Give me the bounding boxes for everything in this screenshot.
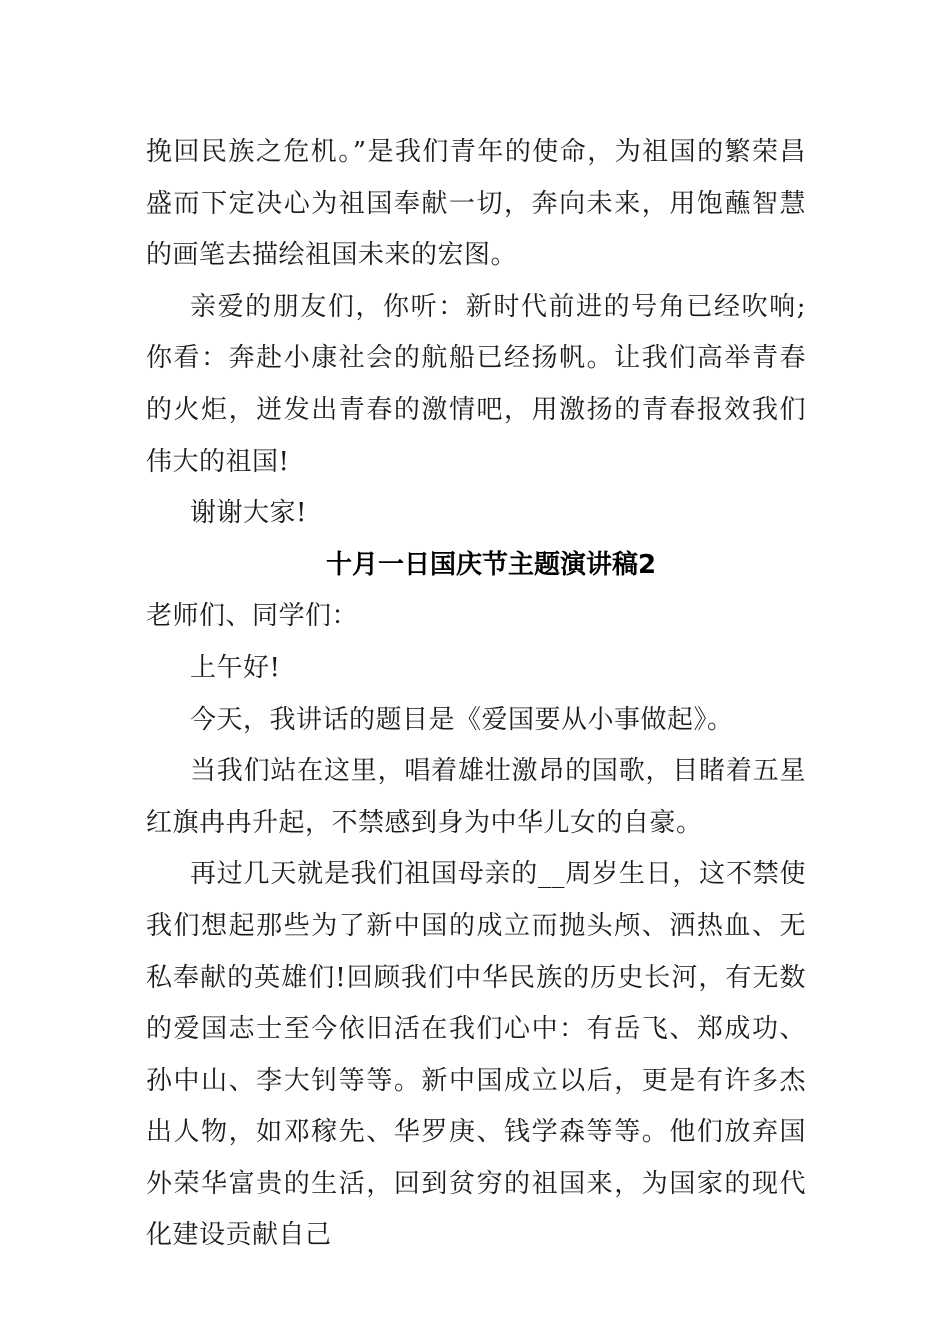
salutation: 老师们、同学们： xyxy=(146,601,359,632)
document-body xyxy=(146,127,806,1262)
paragraph-continuation: 挽回民族之危机。”是我们青年的使命，为祖国的繁荣昌盛而下定决心为祖国奉献一切，奔向未来，用饱蘸智慧的画笔去描绘祖国未来的宏图。 xyxy=(146,137,806,271)
paragraph-topic: 今天，我讲话的题目是《爱国要从小事做起》。 xyxy=(190,704,734,735)
paragraph-thanks: 谢谢大家! xyxy=(190,498,307,529)
section-heading: 十月一日国庆节主题演讲稿2 xyxy=(325,549,657,580)
paragraph-anthem: 当我们站在这里，唱着雄壮激昂的国歌，目睹着五星红旗冉冉升起，不禁感到身为中华儿女的自豪。 xyxy=(146,756,806,838)
paragraph-friends: 亲爱的朋友们，你听：新时代前进的号角已经吹响;你看：奔赴小康社会的航船已经扬帆。让我们高举青春的火炬，迸发出青春的激情吧，用激扬的青春报效我们伟大的祖国! xyxy=(146,291,806,477)
paragraph-greeting: 上午好! xyxy=(190,652,281,683)
paragraph-history: 再过几天就是我们祖国母亲的__周岁生日，这不禁使我们想起那些为了新中国的成立而抛头颅、洒热血、无私奉献的英雄们!回顾我们中华民族的历史长河，有无数的爱国志士至今依旧活在我们心中：有岳飞、郑成功、孙中山、李大钊等等。新中国成立以后，更是有许多杰出人物，如邓稼先、华罗庚、钱学森等等。他们放弃国外荣华富贵的生活，回到贫穷的祖国来，为国家的现代化建设贡献自己 xyxy=(146,859,806,1251)
